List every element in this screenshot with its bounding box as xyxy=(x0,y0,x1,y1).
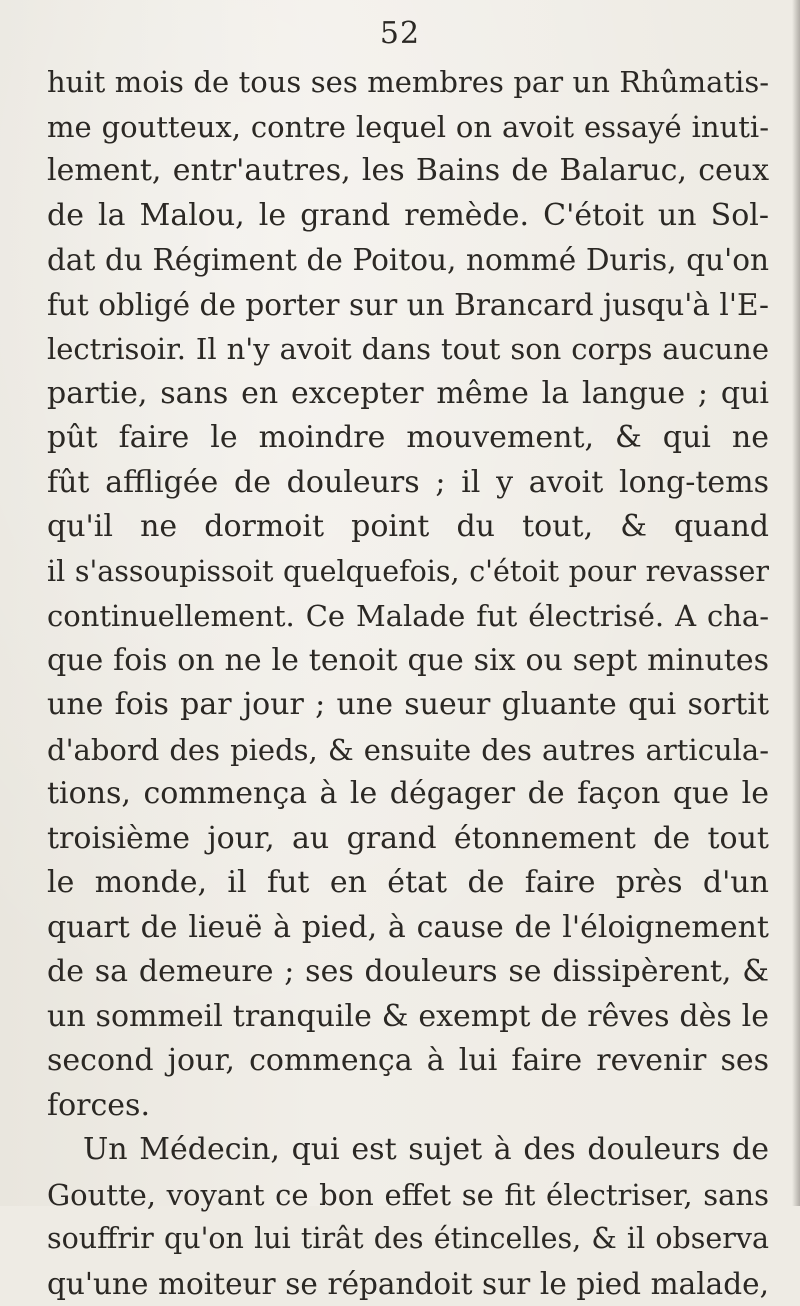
text-line: lement, entr'autres, les Bains de Balaruc, ceux xyxy=(47,149,769,194)
text-line: de la Malou, le grand remède. C'étoit un Sol- xyxy=(47,194,769,239)
text-line: fût affligée de douleurs ; il y avoit long-tems xyxy=(47,461,769,506)
text-line: quart de lieuë à pied, à cause de l'éloignement xyxy=(47,906,769,951)
text-line: de sa demeure ; ses douleurs se dissipèrent, & xyxy=(47,950,769,995)
text-line: fut obligé de porter sur un Brancard jusqu'à l'E- xyxy=(47,283,769,328)
text-line: tions, commença à le dégager de façon que le xyxy=(47,772,769,817)
text-line: il s'assoupissoit quelquefois, c'étoit pour revasser xyxy=(47,550,769,595)
text-line: souffrir qu'on lui tirât des étincelles, & il observa xyxy=(47,1217,769,1262)
text-line: forces. xyxy=(47,1084,769,1129)
text-line: Un Médecin, qui est sujet à des douleurs de xyxy=(47,1128,769,1173)
text-line: que fois on ne le tenoit que six ou sept minutes xyxy=(47,639,769,684)
text-line: une fois par jour ; une sueur gluante qui sortit xyxy=(47,683,769,728)
text-line: qu'une moiteur se répandoit sur le pied malade, xyxy=(47,1262,769,1306)
text-line: me goutteux, contre lequel on avoit essayé inuti- xyxy=(47,105,769,150)
page-number: 52 xyxy=(0,14,800,54)
text-line: pût faire le moindre mouvement, & qui ne xyxy=(47,416,769,461)
text-line: d'abord des pieds, & ensuite des autres articula- xyxy=(47,728,769,773)
text-line: second jour, commença à lui faire revenir ses xyxy=(47,1039,769,1084)
text-line: troisième jour, au grand étonnement de tout xyxy=(47,817,769,862)
text-line: continuellement. Ce Malade fut électrisé. A cha- xyxy=(47,594,769,639)
text-line: le monde, il fut en état de faire près d'un xyxy=(47,861,769,906)
text-line: qu'il ne dormoit point du tout, & quand xyxy=(47,505,769,550)
text-line: dat du Régiment de Poitou, nommé Duris, qu'on xyxy=(47,238,769,283)
text-line: huit mois de tous ses membres par un Rhûmatis- xyxy=(47,60,769,105)
body-text xyxy=(47,60,769,1306)
text-line: un sommeil tranquile & exempt de rêves dès le xyxy=(47,995,769,1040)
text-line: partie, sans en excepter même la langue ; qui xyxy=(47,372,769,417)
text-line: lectrisoir. Il n'y avoit dans tout son corps aucune xyxy=(47,327,769,372)
page-edge-shadow xyxy=(792,0,800,1206)
text-line: Goutte, voyant ce bon effet se fit électriser, sans xyxy=(47,1173,769,1218)
